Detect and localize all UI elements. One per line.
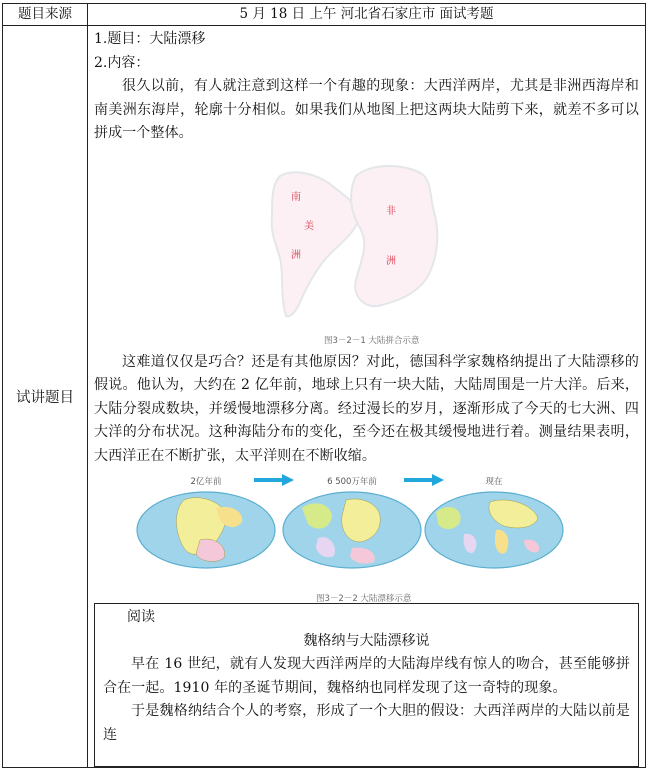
stage-label-1: 2亿年前: [190, 477, 222, 487]
arrow-icon: [404, 474, 444, 486]
africa-label-1: 非: [386, 205, 396, 217]
paragraph-1: 很久以前，有人就注意到这样一个有趣的现象：大西洋两岸，尤其是非洲西海岸和南美洲东海岸，轮廓十分相似。如果我们从地图上把这两块大陆剪下来，就差不多可以拼成一个整体。: [94, 78, 639, 141]
arrow-icon: [254, 474, 294, 486]
figure2-caption: 图3－2－2 大陆漂移示意: [316, 594, 412, 604]
lesson-table: [2, 3, 646, 768]
south-america-label-2: 美: [304, 220, 314, 232]
south-america-shape: [272, 172, 360, 316]
south-america-label-3: 洲: [291, 249, 301, 261]
globe-65-million-years: [283, 492, 421, 568]
figure-continental-drift: [94, 468, 639, 603]
paragraph-2: 这难道仅仅是巧合？还是有其他原因？对此，德国科学家魏格纳提出了大陆漂移的假说。他认为，大约在 2 亿年前，地球上只有一块大陆，大陆周围是一片大洋。后来，大陆分裂成数块，并缓慢地漂移分离。经过漫长的岁月，逐渐形成了今天的七大洲、四大洋的分布状况。这种海陆分布的变化，至今还在极其缓慢地进行着。测量结果表明，大西洋正在不断扩张，太平洋则在不断收缩。: [94, 353, 639, 464]
reading-title: 魏格纳与大陆漂移说: [303, 632, 430, 649]
topic-line: 1.题目：大陆漂移: [94, 31, 206, 47]
globe-200-million-years: [137, 492, 275, 568]
africa-shape: [351, 166, 437, 306]
source-label-cell: 题目来源: [3, 4, 88, 26]
reading-label: 阅读: [127, 609, 155, 625]
side-label-cell: 试讲题目: [3, 26, 88, 768]
figure-continents-fit: [94, 146, 639, 351]
figure1-caption: 图3－2－1 大陆拼合示意: [324, 335, 420, 346]
source-value-cell: 5 月 18 日 上午 河北省石家庄市 面试考题: [88, 4, 646, 26]
reading-paragraph-1: 早在 16 世纪，就有人发现大西洋两岸的大陆海岸线有惊人的吻合，甚至能够拼合在一起。1910 年的圣诞节期间，魏格纳也同样发现了这一奇特的现象。: [103, 656, 630, 696]
africa-label-2: 洲: [386, 255, 396, 267]
content-cell: [88, 26, 646, 768]
globe-present-day: [425, 492, 563, 568]
reading-paragraph-2: 于是魏格纳结合个人的考察，形成了一个大胆的假设：大西洋两岸的大陆以前是连: [103, 703, 630, 743]
reading-box: [94, 603, 639, 767]
south-america-label-1: 南: [291, 191, 301, 203]
continents-fit-map: [94, 146, 640, 351]
stage-label-2: 6 500万年前: [327, 477, 377, 487]
content-label: 2.内容：: [94, 54, 150, 71]
stage-label-3: 现在: [485, 477, 503, 487]
continental-drift-diagram: [94, 468, 640, 603]
